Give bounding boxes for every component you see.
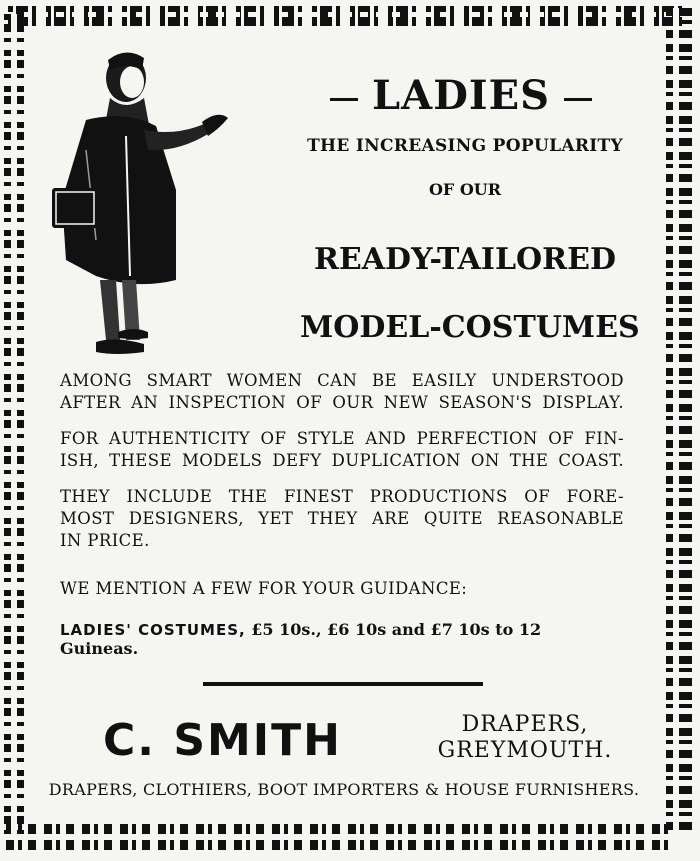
paragraph-line: THEY INCLUDE THE FINEST PRODUCTIONS OF FORE- bbox=[60, 487, 624, 506]
paragraph-3 bbox=[60, 486, 624, 552]
paragraph-line: AFTER AN INSPECTION OF OUR NEW SEASON'S DISPLAY. bbox=[60, 393, 624, 412]
price-text: £5 10s., £6 10s and £7 10s to 12 Guineas. bbox=[60, 620, 542, 658]
headline-text: LADIES bbox=[372, 72, 550, 119]
paragraph-2 bbox=[60, 428, 624, 472]
paragraph-1 bbox=[60, 370, 624, 414]
paragraph-line: WE MENTION A FEW FOR YOUR GUIDANCE: bbox=[60, 579, 468, 598]
footer-services: DRAPERS, CLOTHIERS, BOOT IMPORTERS & HOUSE FURNISHERS. bbox=[48, 780, 640, 799]
intro-line-2: OF OUR bbox=[428, 180, 502, 199]
product-line-1: READY-TAILORED bbox=[313, 242, 616, 277]
brand-town: GREYMOUTH. bbox=[437, 738, 613, 763]
intro-line-1: THE INCREASING POPULARITY bbox=[307, 136, 623, 156]
divider-rule bbox=[203, 682, 483, 686]
decorative-border-top bbox=[8, 6, 692, 26]
brand-name: C. SMITH bbox=[103, 715, 343, 766]
paragraph-line: MOST DESIGNERS, YET THEY ARE QUITE REASONABLE bbox=[60, 509, 624, 528]
decorative-border-left bbox=[4, 14, 24, 836]
product-line-2: MODEL-COSTUMES bbox=[300, 310, 640, 345]
paragraph-4 bbox=[60, 578, 624, 600]
paragraph-line: IN PRICE. bbox=[60, 531, 150, 550]
brand-location bbox=[420, 712, 630, 764]
paragraph-line: AMONG SMART WOMEN CAN BE EASILY UNDERSTOOD bbox=[60, 371, 624, 390]
price-label: LADIES' COSTUMES, bbox=[60, 621, 246, 639]
headline-dash-right bbox=[564, 98, 592, 101]
paragraph-line: ISH, THESE MODELS DEFY DUPLICATION ON THE COAST. bbox=[60, 451, 624, 470]
decorative-border-right bbox=[666, 8, 692, 830]
brand-trade: DRAPERS, bbox=[461, 712, 589, 737]
decorative-border-bottom bbox=[6, 824, 670, 850]
headline bbox=[296, 72, 626, 119]
headline-dash-left bbox=[330, 98, 358, 101]
gentleman-figure-illustration bbox=[26, 40, 236, 370]
paragraph-line: FOR AUTHENTICITY OF STYLE AND PERFECTION OF FIN- bbox=[60, 429, 624, 448]
price-line bbox=[60, 620, 620, 658]
